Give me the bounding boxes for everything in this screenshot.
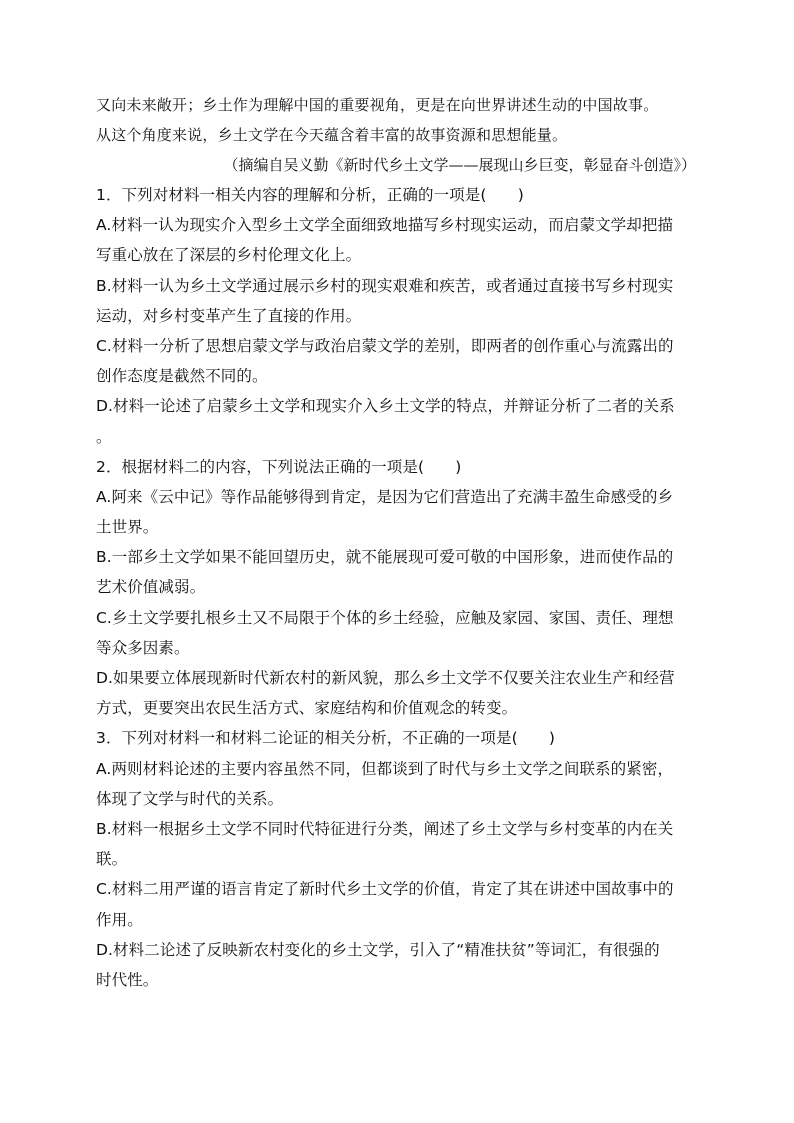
option-line: B.材料一认为乡土文学通过展示乡村的现实艰难和疾苦，或者通过直接书写乡村现实: [96, 276, 674, 295]
option-line: 时代性。: [96, 970, 159, 989]
option-line: 方式，更要突出农民生活方式、家庭结构和价值观念的转变。: [96, 699, 518, 718]
question-1: [96, 180, 700, 452]
option-b[interactable]: [96, 542, 700, 602]
option-b[interactable]: [96, 814, 700, 874]
option-line: A.阿来《云中记》等作品能够得到肯定，是因为它们营造出了充满丰盈生命感受的乡: [96, 487, 674, 506]
option-line: 艺术价值减弱。: [96, 578, 206, 597]
option-line: C.材料一分析了思想启蒙文学与政治启蒙文学的差别，即两者的创作重心与流露出的: [96, 336, 674, 355]
option-line: C.乡土文学要扎根乡土又不局限于个体的乡土经验，应触及家园、家国、责任、理想: [96, 608, 674, 627]
intro-line: 从这个角度来说，乡土文学在今天蕴含着丰富的故事资源和思想能量。: [96, 126, 568, 144]
question-3: [96, 723, 700, 995]
option-line: D.如果要立体展现新时代新农村的新风貌，那么乡土文学不仅要关注农业生产和经营: [96, 669, 675, 687]
option-b[interactable]: [96, 271, 700, 331]
option-line: 运动，对乡村变革产生了直接的作用。: [96, 306, 362, 325]
question-stem: 3．下列对材料一和材料二论证的相关分析，不正确的一项是( ): [96, 729, 556, 748]
question-stem: 1．下列对材料一相关内容的理解和分析，正确的一项是( ): [96, 186, 524, 204]
intro-line: 又向未来敞开；乡土作为理解中国的重要视角，更是在向世界讲述生动的中国故事。: [96, 96, 659, 114]
option-line: 创作态度是截然不同的。: [96, 367, 268, 386]
option-line: B.材料一根据乡土文学不同时代特征进行分类，阐述了乡土文学与乡村变革的内在关: [96, 819, 674, 838]
option-line: B.一部乡土文学如果不能回望历史，就不能展现可爱可敬的中国形象，进而使作品的: [96, 548, 674, 567]
option-line: 写重心放在了深层的乡村伦理文化上。: [96, 246, 362, 265]
option-c[interactable]: [96, 874, 700, 934]
option-line: A.两则材料论述的主要内容虽然不同，但都谈到了时代与乡土文学之间联系的紧密，: [96, 759, 674, 778]
option-c[interactable]: [96, 331, 700, 391]
option-d[interactable]: [96, 391, 700, 451]
option-line: D.材料一论述了启蒙乡土文学和现实介入乡土文学的特点，并辩证分析了二者的关系: [96, 397, 675, 416]
option-d[interactable]: [96, 663, 700, 723]
option-line: D.材料二论述了反映新农村变化的乡土文学，引入了“精准扶贫”等词汇，有很强的: [96, 940, 660, 959]
question-stem: 2．根据材料二的内容，下列说法正确的一项是( ): [96, 457, 462, 476]
source-citation: （摘编自吴义勤《新时代乡土文学——展现山乡巨变，彰显奋斗创造》）: [223, 156, 696, 174]
option-line: 体现了文学与时代的关系。: [96, 789, 284, 808]
option-d[interactable]: [96, 935, 700, 995]
option-line: 作用。: [96, 910, 143, 929]
option-line: 。: [96, 427, 112, 446]
intro-paragraph: [96, 90, 700, 180]
option-line: 等众多因素。: [96, 638, 190, 657]
option-a[interactable]: [96, 482, 700, 542]
option-line: 联。: [96, 850, 128, 869]
document-page: [96, 90, 700, 995]
option-line: 土世界。: [96, 518, 159, 537]
option-line: A.材料一认为现实介入型乡土文学全面细致地描写乡村现实运动，而启蒙文学却把描: [96, 216, 674, 235]
option-a[interactable]: [96, 210, 700, 270]
question-2: [96, 452, 700, 724]
option-a[interactable]: [96, 754, 700, 814]
option-c[interactable]: [96, 603, 700, 663]
option-line: C.材料二用严谨的语言肯定了新时代乡土文学的价值，肯定了其在讲述中国故事中的: [96, 880, 674, 899]
